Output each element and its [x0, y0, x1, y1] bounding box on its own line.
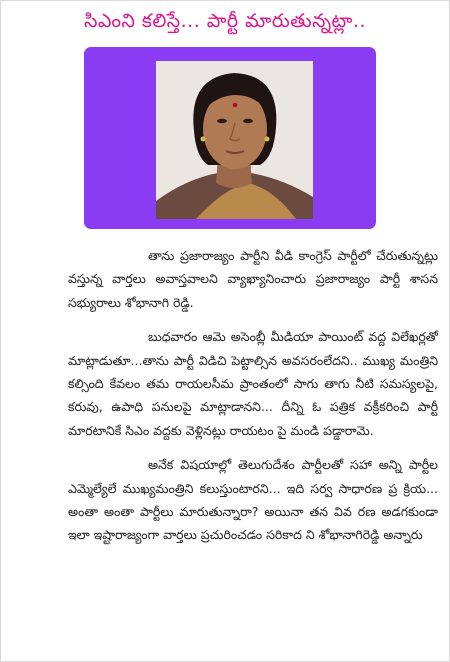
article-paragraph-1: తాను ప్రజారాజ్యం పార్టీని వీడి కాంగ్రెస్ పార్టీలో చేరుతున్నట్లు వస్తున్న వార్తలు అవాస్తవాలని వ్యాఖ్యానించారు ప్రజారాజ్యం పార్టీ శాసన సభ్యురాలు శోభానాగి రెడ్డి.	[68, 248, 438, 310]
portrait-photo	[156, 61, 313, 219]
article-paragraph-3: అనేక విషయాల్లో తెలుగుదేశం పార్టీలతో సహా అన్ని పార్టీల ఎమ్మెల్యేలే ముఖ్యమంత్రిని కలుస్తుంటారని... ఇది సర్వ సాధారణ ప్ర క్రియ... అంతా అంతా పార్టీలు మారుతున్నారా? అయినా తన వివ రణ అడగకుండా ఇలా ఇష్టారాజ్యంగా వార్తలు ప్రచురించడం సరికాద ని శోభానాగిరెడ్డి అన్నారు	[68, 457, 438, 543]
headline: సిఎంని కలిస్తే... పార్టీ మారుతున్నట్లా..	[84, 10, 366, 32]
article-body	[68, 244, 438, 558]
article-paragraph-2: బుధవారం ఆమె అసెంబ్లీ మీడియా పాయింట్ వద్ద విలేఖర్లతో మాట్లాడుతూ...తాను పార్టీ విడిచి పెట్టాల్సిన అవసరంలేదని.. ముఖ్య మంత్రిని కల్సింది కేవలం తమ రాయలసీమ ప్రాంతంలో సాగు తాగు నీటి సమస్యలపై, కరువు, ఉపాధి పనులపై మాట్లాడానని... దీన్ని ఓ పత్రిక వక్రీకరించి పార్టీ మారటానికే సిఎం వద్దకు వెళ్లినట్లు రాయటం పై మండి పడ్డారామె.	[68, 329, 438, 438]
